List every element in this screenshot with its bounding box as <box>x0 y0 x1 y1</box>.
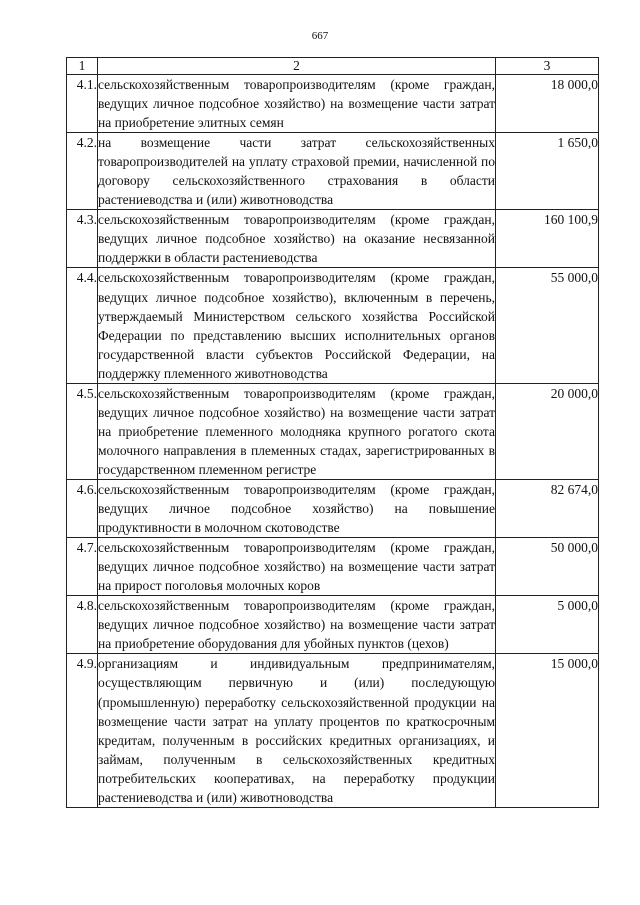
row-number: 4.3. <box>67 210 98 268</box>
row-description: сельскохозяйственным товаропроизводителям (кроме граждан, ведущих личное подсобное хозяйство) на возмещение части затрат на приобретение племенного молодняка крупного рогатого скота молочного направления в племенных стадах, зарегистрированных в государственном племенном регистре <box>98 383 496 479</box>
row-amount: 160 100,9 <box>496 210 599 268</box>
row-amount: 15 000,0 <box>496 654 599 807</box>
table-row <box>67 268 599 383</box>
row-description: на возмещение части затрат сельскохозяйственных товаропроизводителей на уплату страховой премии, начисленной по договору сельскохозяйственного страхования в области растениеводства и (или) животноводства <box>98 133 496 210</box>
table-row <box>67 133 599 210</box>
row-amount: 55 000,0 <box>496 268 599 383</box>
row-number: 4.7. <box>67 538 98 596</box>
table-row <box>67 75 599 133</box>
row-number: 4.9. <box>67 654 98 807</box>
row-amount: 18 000,0 <box>496 75 599 133</box>
row-description: сельскохозяйственным товаропроизводителям (кроме граждан, ведущих личное подсобное хозяйство) на возмещение части затрат на приобретение элитных семян <box>98 75 496 133</box>
row-amount: 5 000,0 <box>496 596 599 654</box>
row-number: 4.4. <box>67 268 98 383</box>
row-amount: 50 000,0 <box>496 538 599 596</box>
column-header-2: 2 <box>98 58 496 75</box>
table-row <box>67 596 599 654</box>
row-description: сельскохозяйственным товаропроизводителям (кроме граждан, ведущих личное подсобное хозяйство) на оказание несвязанной поддержки в области растениеводства <box>98 210 496 268</box>
table-row <box>67 210 599 268</box>
row-description: сельскохозяйственным товаропроизводителям (кроме граждан, ведущих личное подсобное хозяйство) на повышение продуктивности в молочном скотоводстве <box>98 479 496 537</box>
column-header-1: 1 <box>67 58 98 75</box>
table-row <box>67 538 599 596</box>
row-description: сельскохозяйственным товаропроизводителям (кроме граждан, ведущих личное подсобное хозяйство) на возмещение части затрат на прирост поголовья молочных коров <box>98 538 496 596</box>
page-number: 667 <box>311 30 329 42</box>
row-description: организациям и индивидуальным предпринимателям, осуществляющим первичную и (или) последующую (промышленную) переработку сельскохозяйственной продукции на возмещение части затрат на уплату процентов по краткосрочным кредитам, полученным в российских кредитных организациях, и займам, полученным в сельскохозяйственных кредитных потребительских кооперативах, на переработку продукции растениеводства и (или) животноводства <box>98 654 496 807</box>
subsidy-table <box>66 57 599 808</box>
row-number: 4.5. <box>67 383 98 479</box>
row-amount: 82 674,0 <box>496 479 599 537</box>
row-description: сельскохозяйственным товаропроизводителям (кроме граждан, ведущих личное подсобное хозяйство), включенным в перечень, утверждаемый Министерством сельского хозяйства Российской Федерации по представлению высших исполнительных органов государственной власти субъектов Российской Федерации, на поддержку племенного животноводства <box>98 268 496 383</box>
table-header-row <box>67 58 599 75</box>
row-number: 4.6. <box>67 479 98 537</box>
row-description: сельскохозяйственным товаропроизводителям (кроме граждан, ведущих личное подсобное хозяйство) на возмещение части затрат на приобретение оборудования для убойных пунктов (цехов) <box>98 596 496 654</box>
row-amount: 1 650,0 <box>496 133 599 210</box>
row-number: 4.1. <box>67 75 98 133</box>
table-row <box>67 383 599 479</box>
column-header-3: 3 <box>496 58 599 75</box>
row-amount: 20 000,0 <box>496 383 599 479</box>
table-row <box>67 654 599 807</box>
row-number: 4.8. <box>67 596 98 654</box>
table-row <box>67 479 599 537</box>
row-number: 4.2. <box>67 133 98 210</box>
